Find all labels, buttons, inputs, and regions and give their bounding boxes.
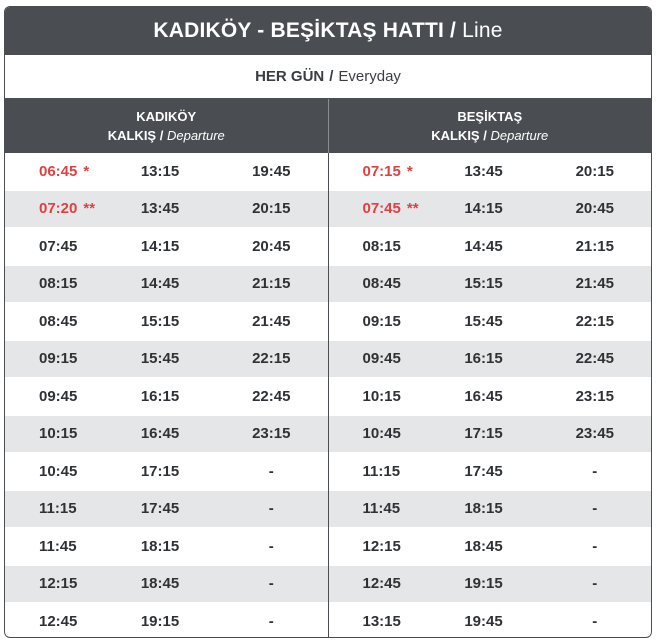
time-value: 14:15	[140, 237, 180, 255]
time-value: -	[268, 462, 274, 480]
departure-time	[329, 313, 429, 330]
time-value: 11:15	[362, 462, 401, 480]
time-value: 16:45	[464, 387, 503, 405]
departure-time	[429, 463, 539, 480]
time-value: 17:45	[140, 500, 180, 518]
departure-time	[539, 163, 652, 180]
departure-time	[215, 200, 328, 217]
departure-time	[429, 350, 539, 367]
departure-time	[5, 500, 105, 517]
time-value: 19:15	[140, 612, 180, 630]
time-value: 22:45	[252, 387, 291, 405]
departure-time	[215, 575, 328, 592]
days-tr: HER GÜN	[255, 68, 325, 85]
footnote-mark: **	[83, 200, 96, 218]
departure-time	[215, 163, 328, 180]
table-row	[5, 378, 328, 416]
departure-time	[215, 275, 328, 292]
time-value: -	[268, 575, 274, 593]
table-row	[329, 416, 652, 454]
departure-time	[329, 163, 429, 180]
time-value: 15:15	[140, 312, 180, 330]
departure-time	[329, 425, 429, 442]
title-main: KADIKÖY - BEŞİKTAŞ HATTI	[153, 19, 445, 42]
time-value: 20:15	[252, 200, 291, 218]
table-row	[329, 528, 652, 566]
departure-time	[5, 238, 105, 255]
schedule-days	[5, 55, 651, 99]
table-row	[329, 303, 652, 341]
time-value: 21:45	[252, 312, 291, 330]
departure-time	[5, 313, 105, 330]
timetable-grid	[5, 153, 651, 638]
departure-time	[539, 613, 652, 630]
departure-time	[539, 238, 652, 255]
time-value: 19:45	[252, 162, 291, 180]
table-row	[329, 266, 652, 304]
departure-time	[429, 163, 539, 180]
time-value: -	[592, 575, 598, 593]
timetable	[4, 6, 652, 638]
departure-time	[5, 200, 105, 217]
departure-time	[5, 275, 105, 292]
time-value: 11:45	[362, 500, 401, 518]
departure-time	[539, 425, 652, 442]
time-value: 09:15	[39, 350, 78, 368]
time-value: -	[268, 500, 274, 518]
time-value: 20:15	[575, 162, 614, 180]
departure-time	[329, 238, 429, 255]
departure-time	[5, 350, 105, 367]
time-value: 17:15	[464, 425, 503, 443]
table-row	[329, 341, 652, 379]
time-value: 09:45	[362, 350, 401, 368]
departure-time	[429, 275, 539, 292]
departure-time	[329, 538, 429, 555]
time-value: 23:15	[575, 387, 614, 405]
table-row	[5, 153, 328, 191]
time-value: 20:45	[575, 200, 614, 218]
time-value: 10:15	[39, 425, 78, 443]
time-value: -	[268, 612, 274, 630]
table-row	[5, 191, 328, 229]
table-row	[329, 228, 652, 266]
time-value: 12:15	[362, 537, 401, 555]
time-value: 14:45	[464, 237, 503, 255]
departure-tr: KALKIŞ /	[107, 128, 164, 143]
time-value: 19:15	[464, 575, 503, 593]
departure-time	[429, 500, 539, 517]
table-row	[5, 453, 328, 491]
table-row	[5, 528, 328, 566]
table-row	[329, 378, 652, 416]
table-row	[5, 303, 328, 341]
time-value: 22:15	[575, 312, 614, 330]
time-value: 21:15	[252, 275, 291, 293]
time-value: 08:45	[39, 312, 78, 330]
table-row	[329, 153, 652, 191]
time-value: 07:20	[39, 200, 78, 218]
departure-en: Departure	[166, 128, 225, 143]
time-value: 15:45	[464, 312, 503, 330]
departure-time	[539, 500, 652, 517]
departure-time	[539, 350, 652, 367]
departure-time	[105, 500, 215, 517]
departure-time	[105, 163, 215, 180]
departure-time	[215, 613, 328, 630]
time-value: 13:45	[140, 200, 180, 218]
time-value: 07:45	[39, 237, 78, 255]
departure-time	[329, 350, 429, 367]
time-value: 06:45	[39, 162, 78, 180]
time-value: 23:15	[252, 425, 291, 443]
departure-time	[215, 425, 328, 442]
time-value: 18:45	[464, 537, 503, 555]
departure-time	[215, 538, 328, 555]
table-row	[329, 453, 652, 491]
time-value: 10:45	[362, 425, 401, 443]
departure-time	[329, 613, 429, 630]
table-row	[5, 491, 328, 529]
departure-time	[105, 538, 215, 555]
departure-time	[429, 238, 539, 255]
time-value: 10:15	[362, 387, 401, 405]
time-value: 12:45	[39, 612, 78, 630]
table-row	[5, 341, 328, 379]
days-en: Everyday	[338, 68, 401, 85]
days-separator: /	[329, 68, 334, 85]
departure-time	[105, 200, 215, 217]
title-separator: /	[450, 19, 457, 42]
time-value: 18:45	[140, 575, 180, 593]
time-value: 16:45	[140, 425, 180, 443]
header-kadikoy	[5, 99, 328, 153]
title-en: Line	[462, 19, 503, 42]
departure-time	[429, 425, 539, 442]
departure-time	[5, 575, 105, 592]
departure-time	[539, 275, 652, 292]
time-value: 11:15	[39, 500, 77, 518]
footnote-mark: *	[406, 162, 413, 180]
header-station-besiktas: BEŞİKTAŞ	[457, 109, 523, 124]
time-value: 21:15	[575, 237, 614, 255]
header-besiktas	[328, 99, 652, 153]
timetable-title	[5, 7, 651, 55]
time-value: 16:15	[464, 350, 503, 368]
departure-time	[329, 463, 429, 480]
table-row	[329, 603, 652, 638]
departure-time	[329, 500, 429, 517]
time-value: 16:15	[140, 387, 180, 405]
departure-time	[105, 425, 215, 442]
time-value: -	[268, 537, 274, 555]
departure-time	[5, 425, 105, 442]
departure-time	[105, 313, 215, 330]
header-departure-besiktas	[431, 126, 548, 145]
departure-time	[329, 275, 429, 292]
table-row	[329, 191, 652, 229]
table-row	[5, 416, 328, 454]
time-value: 13:45	[464, 162, 503, 180]
time-value: -	[592, 537, 598, 555]
departure-time	[215, 313, 328, 330]
departure-time	[105, 463, 215, 480]
time-value: 07:45	[362, 200, 401, 218]
time-value: 22:45	[575, 350, 614, 368]
departure-time	[429, 313, 539, 330]
time-value: 14:45	[140, 275, 180, 293]
departure-tr: KALKIŞ /	[431, 128, 487, 143]
time-value: 13:15	[362, 612, 401, 630]
table-row	[5, 228, 328, 266]
departure-time	[105, 613, 215, 630]
departure-time	[429, 575, 539, 592]
departure-time	[5, 538, 105, 555]
time-value: 11:45	[39, 537, 77, 555]
time-value: 22:15	[252, 350, 291, 368]
time-value: 18:15	[140, 537, 180, 555]
departure-time	[215, 463, 328, 480]
time-value: 10:45	[39, 462, 78, 480]
table-row	[5, 603, 328, 638]
time-value: 12:45	[362, 575, 401, 593]
time-value: 12:15	[39, 575, 78, 593]
kadikoy-departures	[5, 153, 328, 638]
departure-time	[329, 200, 429, 217]
departure-time	[329, 388, 429, 405]
departure-time	[215, 388, 328, 405]
departure-time	[105, 350, 215, 367]
departure-time	[429, 613, 539, 630]
time-value: 14:15	[464, 200, 503, 218]
header-station-kadikoy: KADIKÖY	[136, 109, 197, 124]
departure-time	[539, 313, 652, 330]
departure-time	[5, 463, 105, 480]
time-value: 15:45	[140, 350, 180, 368]
time-value: 23:45	[575, 425, 614, 443]
departure-time	[539, 463, 652, 480]
time-value: 08:15	[362, 237, 401, 255]
time-value: 09:15	[362, 312, 401, 330]
table-row	[5, 566, 328, 604]
time-value: 07:15	[362, 162, 401, 180]
departure-time	[215, 238, 328, 255]
time-value: 21:45	[575, 275, 614, 293]
table-row	[329, 491, 652, 529]
departure-time	[539, 388, 652, 405]
departure-en: Departure	[490, 128, 549, 143]
departure-time	[105, 388, 215, 405]
departure-time	[539, 538, 652, 555]
besiktas-departures	[328, 153, 652, 638]
departure-time	[5, 613, 105, 630]
time-value: -	[592, 500, 598, 518]
time-value: 19:45	[464, 612, 503, 630]
departure-time	[105, 575, 215, 592]
column-headers	[5, 99, 651, 153]
departure-time	[329, 575, 429, 592]
departure-time	[105, 238, 215, 255]
departure-time	[5, 388, 105, 405]
time-value: 09:45	[39, 387, 78, 405]
time-value: 17:15	[140, 462, 180, 480]
departure-time	[215, 500, 328, 517]
header-departure-kadikoy	[108, 126, 225, 145]
time-value: -	[592, 612, 598, 630]
time-value: 17:45	[464, 462, 503, 480]
time-value: -	[592, 462, 598, 480]
time-value: 18:15	[464, 500, 503, 518]
time-value: 08:45	[362, 275, 401, 293]
table-row	[5, 266, 328, 304]
footnote-mark: *	[83, 162, 90, 180]
departure-time	[539, 200, 652, 217]
departure-time	[215, 350, 328, 367]
time-value: 15:15	[464, 275, 503, 293]
departure-time	[429, 538, 539, 555]
time-value: 13:15	[140, 162, 180, 180]
footnote-mark: **	[406, 200, 419, 218]
time-value: 08:15	[39, 275, 78, 293]
table-row	[329, 566, 652, 604]
time-value: 20:45	[252, 237, 291, 255]
departure-time	[539, 575, 652, 592]
departure-time	[105, 275, 215, 292]
departure-time	[5, 163, 105, 180]
departure-time	[429, 200, 539, 217]
departure-time	[429, 388, 539, 405]
